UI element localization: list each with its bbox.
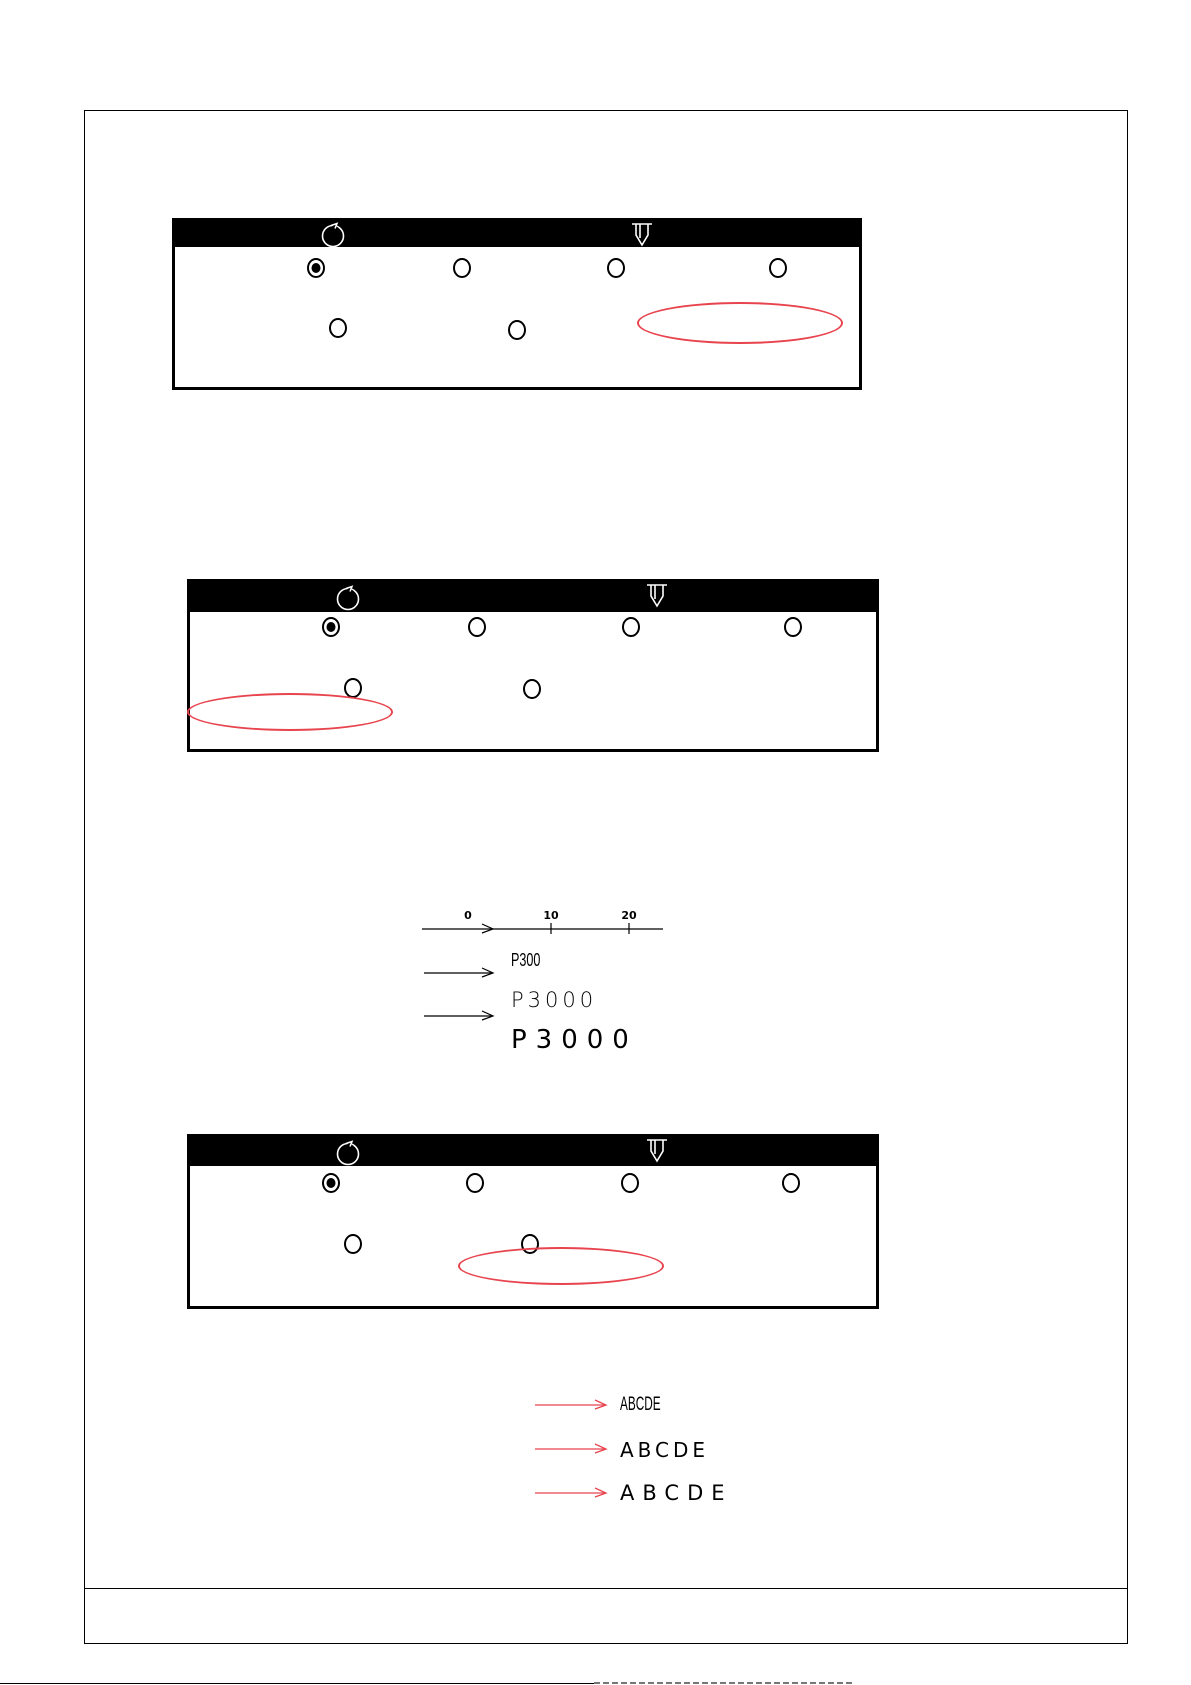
rotate-icon[interactable] xyxy=(318,222,348,248)
radio-button[interactable] xyxy=(779,1171,803,1195)
font-sample-arrows xyxy=(532,1392,612,1506)
radio-button[interactable] xyxy=(505,318,529,342)
rotate-icon[interactable] xyxy=(333,1140,363,1166)
sample-text-large-clip xyxy=(511,1025,651,1055)
tick-label: 0 xyxy=(464,909,472,922)
bottom-rule xyxy=(0,1683,594,1684)
red-arrow xyxy=(535,1488,606,1497)
highlight-ellipse xyxy=(187,693,393,731)
settings-panel-3 xyxy=(187,1134,879,1309)
bottom-dash xyxy=(594,1682,854,1684)
scale-axis xyxy=(422,909,663,934)
radio-button[interactable] xyxy=(618,1171,642,1195)
tool-holder-icon[interactable] xyxy=(642,1138,672,1164)
tool-holder-icon[interactable] xyxy=(627,222,657,248)
sample-text-large: P3000 xyxy=(511,1025,638,1055)
highlight-ellipse xyxy=(637,302,843,344)
radio-selected[interactable] xyxy=(304,256,328,280)
footer-rule xyxy=(84,1588,1128,1589)
settings-panel-2 xyxy=(187,579,879,752)
arrow xyxy=(424,968,493,977)
radio-button[interactable] xyxy=(520,677,544,701)
tick-label: 10 xyxy=(543,909,559,922)
red-arrow xyxy=(535,1400,606,1409)
radio-selected[interactable] xyxy=(319,1171,343,1195)
radio-button[interactable] xyxy=(465,615,489,639)
radio-button[interactable] xyxy=(326,316,350,340)
radio-button[interactable] xyxy=(766,256,790,280)
radio-button[interactable] xyxy=(781,615,805,639)
radio-button[interactable] xyxy=(450,256,474,280)
settings-panel-1 xyxy=(172,218,862,390)
panel-header xyxy=(175,221,859,247)
sample-text-small: P300 xyxy=(511,950,541,970)
radio-button[interactable] xyxy=(604,256,628,280)
tool-holder-icon[interactable] xyxy=(642,583,672,609)
panel-header xyxy=(190,1137,876,1166)
red-arrow xyxy=(535,1444,606,1453)
panel-header xyxy=(190,582,876,612)
font-sample-medium: ABCDE xyxy=(620,1438,710,1462)
sample-text-medium: P3000 xyxy=(511,988,598,1012)
arrow xyxy=(424,1011,493,1020)
radio-button[interactable] xyxy=(341,1232,365,1256)
radio-button[interactable] xyxy=(463,1171,487,1195)
rotate-icon[interactable] xyxy=(333,585,363,611)
radio-button[interactable] xyxy=(619,615,643,639)
highlight-ellipse xyxy=(458,1247,664,1285)
font-sample-small: ABCDE xyxy=(620,1394,661,1415)
tick-label: 20 xyxy=(621,909,637,922)
font-sample-large: ABCDE xyxy=(620,1481,733,1505)
radio-selected[interactable] xyxy=(319,615,343,639)
